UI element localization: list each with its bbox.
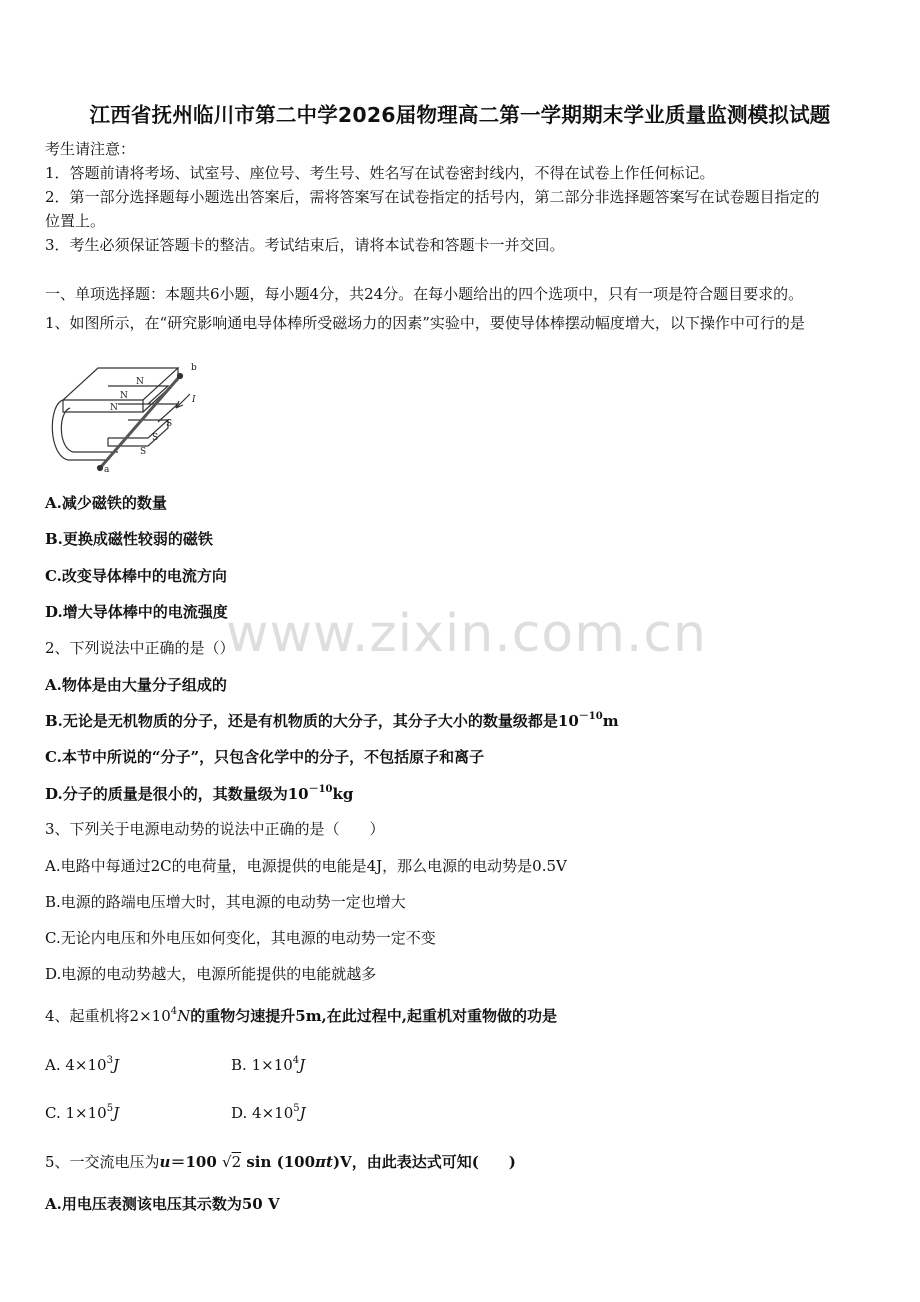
q4-option-b: B. $1\times 10^4J$ xyxy=(231,1055,306,1074)
question-3-stem: 3、下列关于电源电动势的说法中正确的是（ ） xyxy=(45,820,385,838)
notice-item: 1．答题前请将考场、试室号、座位号、考生号、姓名写在试卷密封线内，不得在试卷上作任何标记。 xyxy=(45,164,715,182)
q1-option-c: C.改变导体棒中的电流方向 xyxy=(45,567,227,585)
question-4-stem: 4、起重机将$2\times 10^4N$的重物匀速提升5m,在此过程中,起重机对重物做的功是 xyxy=(45,1006,558,1025)
magnet-apparatus-figure xyxy=(48,360,218,475)
q5-option-a: A.用电压表测该电压其示数为50 V xyxy=(45,1195,280,1213)
watermark: www.zixin.com.cn xyxy=(226,604,707,664)
question-1-stem: 1、如图所示，在“研究影响通电导体棒所受磁场力的因素”实验中，要使导体棒摆动幅度增大，以下操作中可行的是 xyxy=(45,314,805,332)
label-S: S xyxy=(140,447,147,457)
question-2-stem: 2、下列说法中正确的是（） xyxy=(45,639,235,657)
q2-option-d: D.分子的质量是很小的，其数量级为$10^{-10}kg$ xyxy=(45,784,354,803)
q4-option-a: A. $4\times 10^3J$ xyxy=(45,1055,119,1074)
q1-option-b: B.更换成磁性较弱的磁铁 xyxy=(45,530,213,548)
label-S: S xyxy=(166,419,173,429)
q1-option-d: D.增大导体棒中的电流强度 xyxy=(45,603,228,621)
q2-option-c: C.本节中所说的“分子”，只包含化学中的分子，不包括原子和离子 xyxy=(45,748,485,766)
notice-item: 位置上。 xyxy=(45,212,106,230)
label-b: b xyxy=(191,363,197,373)
notice-item: 3．考生必须保证答题卡的整洁。考试结束后，请将本试卷和答题卡一并交回。 xyxy=(45,236,565,254)
page-title: 江西省抚州临川市第二中学2026届物理高二第一学期期末学业质量监测模拟试题 xyxy=(89,103,831,127)
q1-option-a: A.减少磁铁的数量 xyxy=(45,494,167,512)
q2-option-a: A.物体是由大量分子组成的 xyxy=(45,676,227,694)
question-5-stem: 5、一交流电压为u＝100 √2 sin (100πt)V，由此表达式可知( ) xyxy=(45,1153,516,1171)
label-S: S xyxy=(152,433,159,443)
q3-option-b: B.电源的路端电压增大时，其电源的电动势一定也增大 xyxy=(45,893,406,911)
q3-option-a: A.电路中每通过2C的电荷量，电源提供的电能是4J，那么电源的电动势是0.5V xyxy=(45,857,567,875)
label-N: N xyxy=(120,391,128,401)
label-I: I xyxy=(192,395,196,405)
q2-option-b: B.无论是无机物质的分子，还是有机物质的大分子，其分子大小的数量级都是$10^{-10}m$ xyxy=(45,711,619,730)
notice-heading: 考生请注意： xyxy=(45,140,136,158)
q3-option-d: D.电源的电动势越大，电源所能提供的电能就越多 xyxy=(45,965,377,983)
q4-option-c: C. $1\times 10^5J$ xyxy=(45,1103,120,1122)
sqrt-symbol: √2 xyxy=(222,1153,242,1171)
q4-option-d: D. $4\times 10^5J$ xyxy=(231,1103,306,1122)
q3-option-c: C.无论内电压和外电压如何变化，其电源的电动势一定不变 xyxy=(45,929,436,947)
label-N: N xyxy=(136,377,144,387)
label-a: a xyxy=(104,465,110,475)
label-N: N xyxy=(110,403,118,413)
notice-item: 2．第一部分选择题每小题选出答案后，需将答案写在试卷指定的括号内，第二部分非选择题答案写在试卷题目指定的 xyxy=(45,188,820,206)
section-heading: 一、单项选择题：本题共6小题，每小题4分，共24分。在每小题给出的四个选项中，只有一项是符合题目要求的。 xyxy=(45,285,804,303)
